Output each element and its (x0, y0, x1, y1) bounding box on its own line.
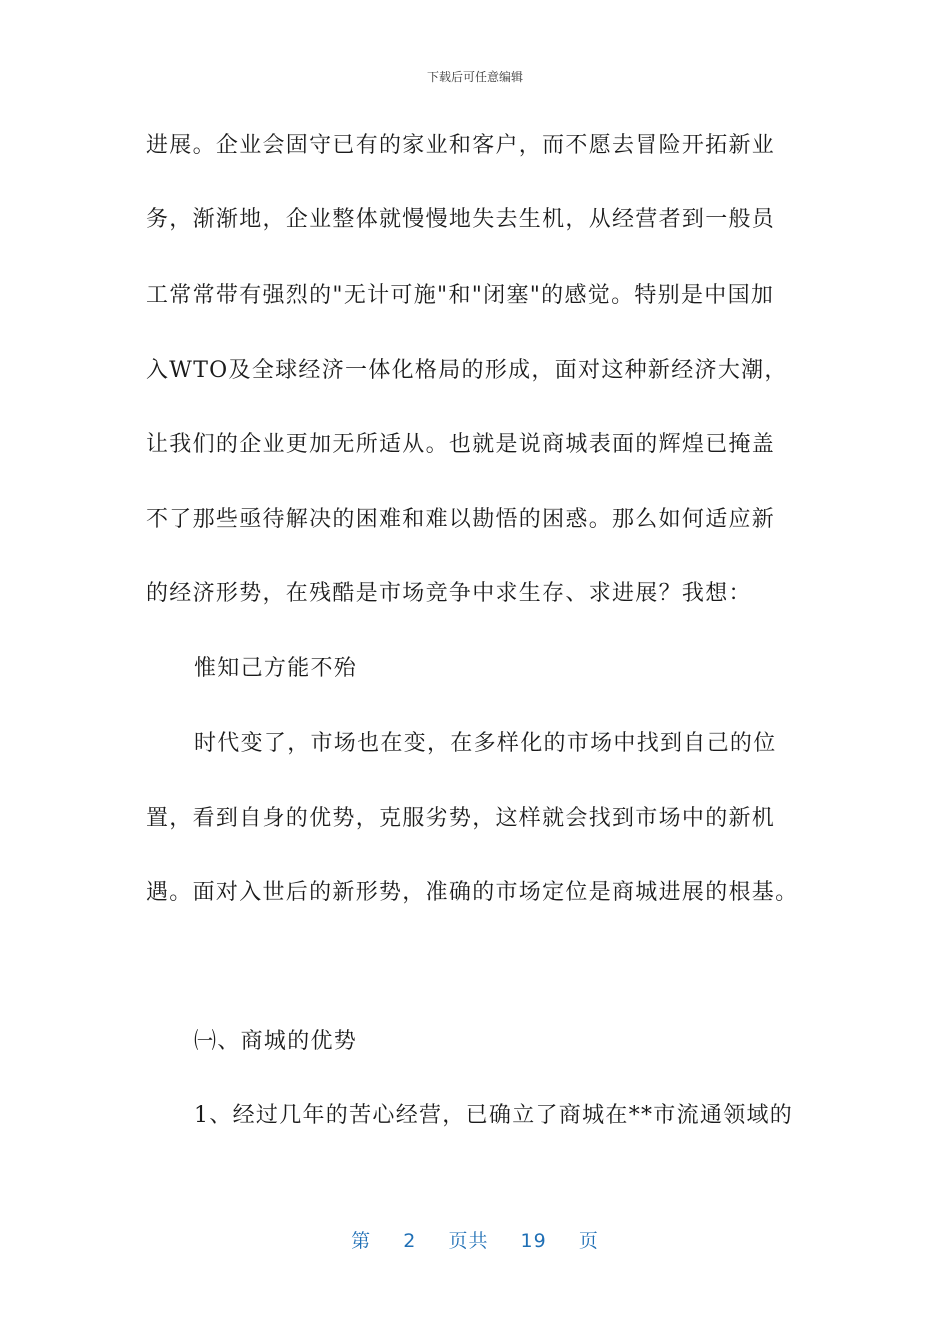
total-pages-number: 19 (520, 1230, 547, 1252)
download-note: 下载后可任意编辑 (426, 70, 523, 84)
current-page-number: 2 (403, 1230, 417, 1252)
paragraph-line: 入WTO及全球经济一体化格局的形成，面对这种新经济大潮， (146, 358, 788, 383)
paragraph-line: 置，看到自身的优势，克服劣势，这样就会找到市场中的新机 (146, 806, 776, 831)
paragraph-line: 工常常带有强烈的"无计可施"和"闭塞"的感觉。特别是中国加 (146, 283, 775, 308)
paragraph-line: 时代变了，市场也在变，在多样化的市场中找到自己的位 (194, 731, 777, 756)
page-middle-text: 页共 (448, 1230, 489, 1252)
page-prefix: 第 (351, 1230, 372, 1252)
page-indicator (0, 1226, 950, 1253)
paragraph-line: 务，渐渐地，企业整体就慢慢地失去生机，从经营者到一般员 (146, 207, 776, 232)
paragraph-line: 让我们的企业更加无所适从。也就是说商城表面的辉煌已掩盖 (146, 432, 776, 457)
paragraph-line: 进展。企业会固守已有的家业和客户，而不愿去冒险开拓新业 (146, 133, 776, 158)
paragraph-line: 不了那些亟待解决的困难和难以勘悟的困惑。那么如何适应新 (146, 507, 776, 532)
section-heading: 惟知己方能不殆 (194, 656, 358, 681)
page-suffix: 页 (578, 1230, 599, 1252)
paragraph-line: 的经济形势，在残酷是市场竞争中求生存、求进展？我想： (146, 581, 752, 606)
paragraph-line: 1、经过几年的苦心经营，已确立了商城在**市流通领域的 (194, 1103, 794, 1128)
paragraph-line: 遇。面对入世后的新形势，准确的市场定位是商城进展的根基。 (146, 880, 799, 905)
subsection-heading: ㈠、商城的优势 (194, 1029, 358, 1054)
